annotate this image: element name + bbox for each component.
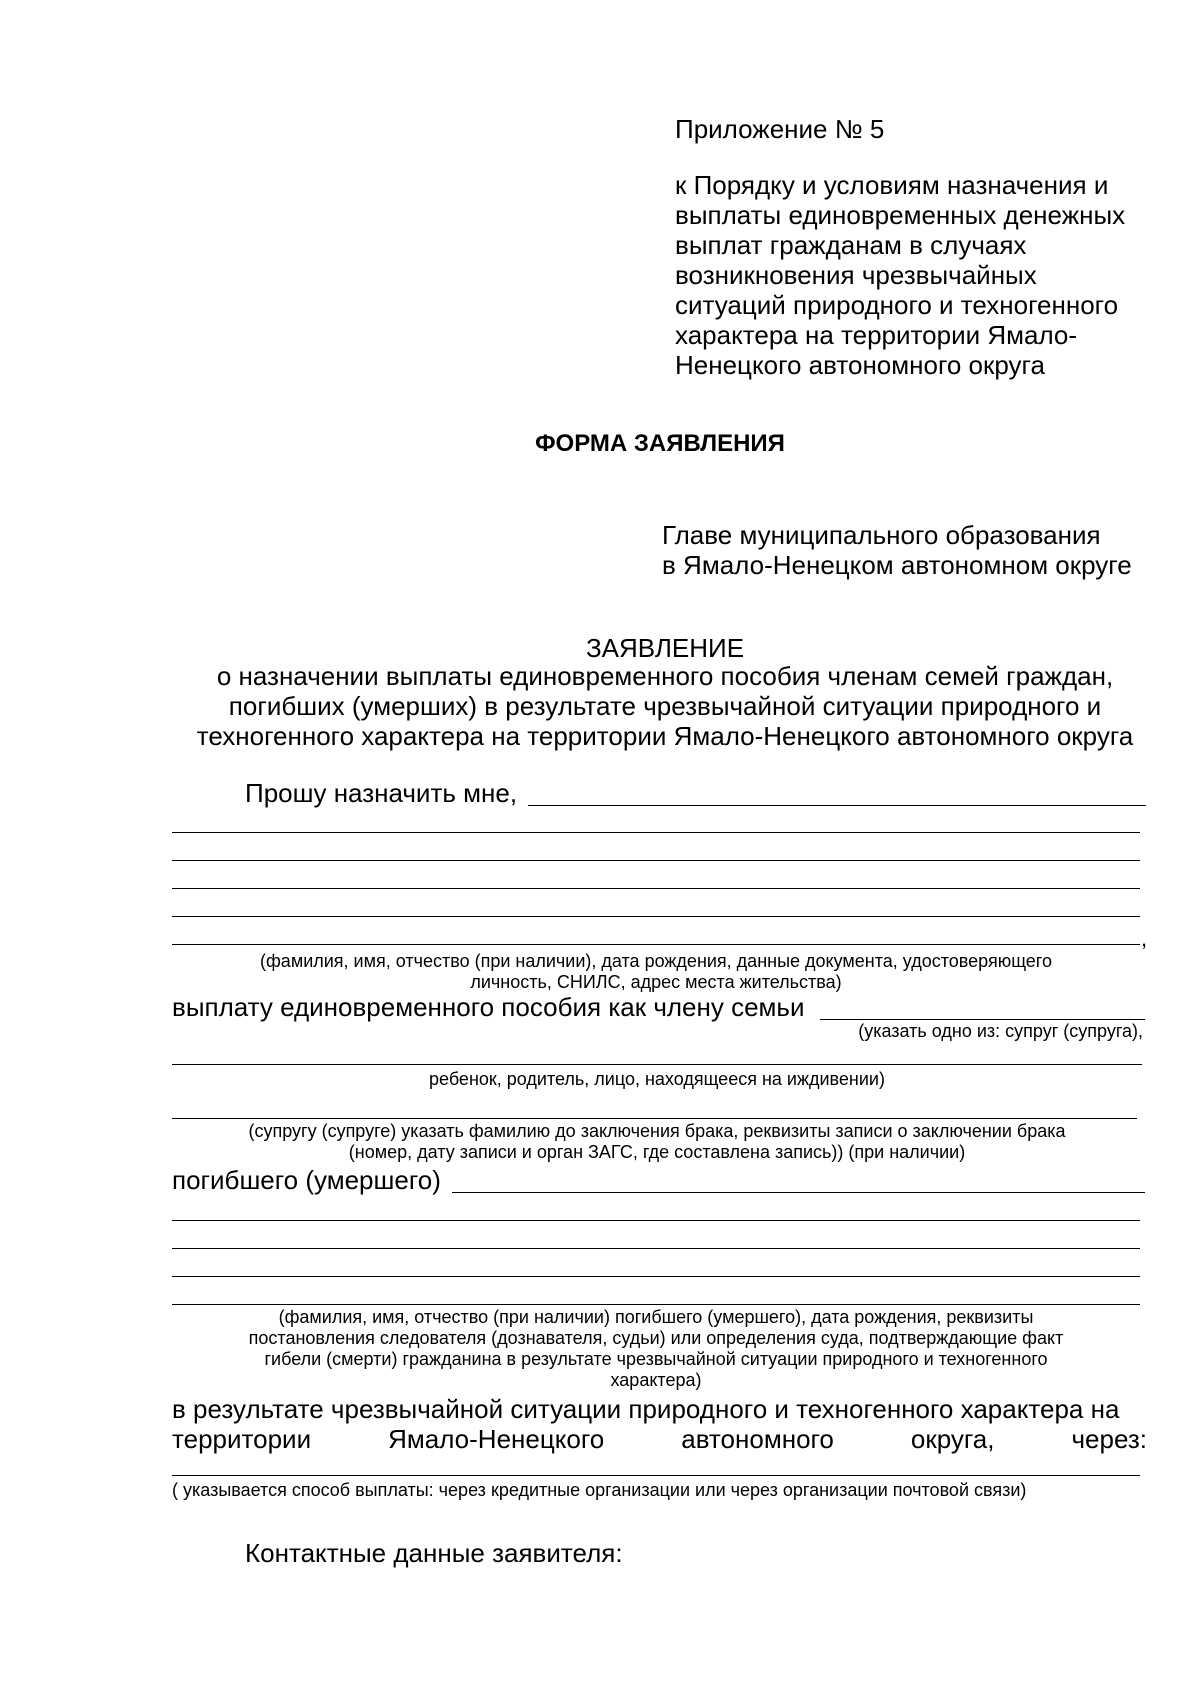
appendix-reference (675, 170, 1175, 380)
subtitle-line: техногенного характера на территории Ямало-Ненецкого автономного округа (196, 721, 1134, 751)
subtitle-line: погибших (умерших) в результате чрезвычайной ситуации природного и (228, 691, 1102, 721)
reference-line: выплаты единовременных денежных (675, 200, 1126, 230)
deceased-field-line[interactable] (172, 1220, 1140, 1221)
reference-line: к Порядку и условиям назначения и (675, 170, 1109, 200)
hint-line: постановления следователя (дознавателя, судьи) или определения суда, подтверждающие факт (248, 1328, 1064, 1348)
appendix-number: Приложение № 5 (675, 114, 885, 144)
payment-prefix: выплату единовременного пособия как члену семьи (172, 992, 805, 1022)
reference-line: Ненецкого автономного округа (675, 350, 1045, 380)
reference-line: характера на территории Ямало- (675, 320, 1078, 350)
statement-subtitle (160, 661, 1170, 751)
hint-line: гибели (смерти) гражданина в результате чрезвычайной ситуации природного и техногенного (264, 1349, 1048, 1369)
applicant-field-line[interactable] (172, 860, 1140, 861)
deceased-field-line[interactable] (172, 1304, 1140, 1305)
addressee-line: Главе муниципального образования (662, 520, 1101, 550)
spouse-hint (172, 1121, 1142, 1163)
form-title: ФОРМА ЗАЯВЛЕНИЯ (535, 430, 785, 457)
deceased-hint (172, 1307, 1140, 1391)
hint-line: (фамилия, имя, отчество (при наличии) погибшего (умершего), дата рождения, реквизиты (278, 1307, 1034, 1327)
result-line-2-text: территории Ямало-Ненецкого автономного округа, через: (172, 1424, 1147, 1454)
request-prefix: Прошу назначить мне, (245, 778, 518, 808)
applicant-field-line[interactable] (172, 944, 1140, 945)
addressee-line: в Ямало-Ненецком автономном округе (662, 550, 1132, 580)
applicant-field-line[interactable] (172, 832, 1140, 833)
applicant-field-line[interactable] (172, 888, 1140, 889)
spouse-field-line[interactable] (172, 1118, 1137, 1119)
hint-line: характера) (610, 1370, 702, 1390)
deceased-field-line[interactable] (172, 1276, 1140, 1277)
addressee (662, 520, 1182, 580)
relation-field-line[interactable] (172, 1064, 1142, 1065)
payment-method-field-line[interactable] (172, 1475, 1140, 1476)
hint-line: (номер, дату записи и орган ЗАГС, где составлена запись)) (при наличии) (348, 1142, 966, 1162)
relation-field-line[interactable] (820, 1019, 1145, 1020)
result-line-2 (172, 1424, 1147, 1454)
hint-line: личность, СНИЛС, адрес места жительства) (470, 972, 842, 992)
contacts-label: Контактные данные заявителя: (245, 1538, 623, 1568)
deceased-field-line[interactable] (452, 1192, 1145, 1193)
reference-line: ситуаций природного и техногенного (675, 290, 1119, 320)
applicant-hint (172, 951, 1140, 993)
statement-title: ЗАЯВЛЕНИЕ (585, 633, 745, 663)
reference-line: возникновения чрезвычайных (675, 260, 1037, 290)
relation-hint-1: (указать одно из: супруг (супруга), (858, 1021, 1143, 1041)
hint-line: (супругу (супруге) указать фамилию до заключения брака, реквизиты записи о заключении брака (248, 1121, 1066, 1141)
deceased-field-line[interactable] (172, 1248, 1140, 1249)
subtitle-line: о назначении выплаты единовременного пособия членам семей граждан, (216, 661, 1114, 691)
hint-line: (фамилия, имя, отчество (при наличии), дата рождения, данные документа, удостоверяющего (260, 951, 1052, 971)
reference-line: выплат гражданам в случаях (675, 230, 1027, 260)
deceased-prefix: погибшего (умершего) (172, 1165, 441, 1195)
result-line-1: в результате чрезвычайной ситуации природного и техногенного характера на (172, 1394, 1120, 1424)
applicant-field-line[interactable] (172, 916, 1140, 917)
relation-hint-2: ребенок, родитель, лицо, находящееся на иждивении) (429, 1069, 885, 1089)
trailing-comma: , (1141, 926, 1148, 951)
applicant-field-line[interactable] (528, 805, 1146, 806)
payment-method-hint: ( указывается способ выплаты: через кредитные организации или через организации почтовой связи) (172, 1480, 1027, 1500)
